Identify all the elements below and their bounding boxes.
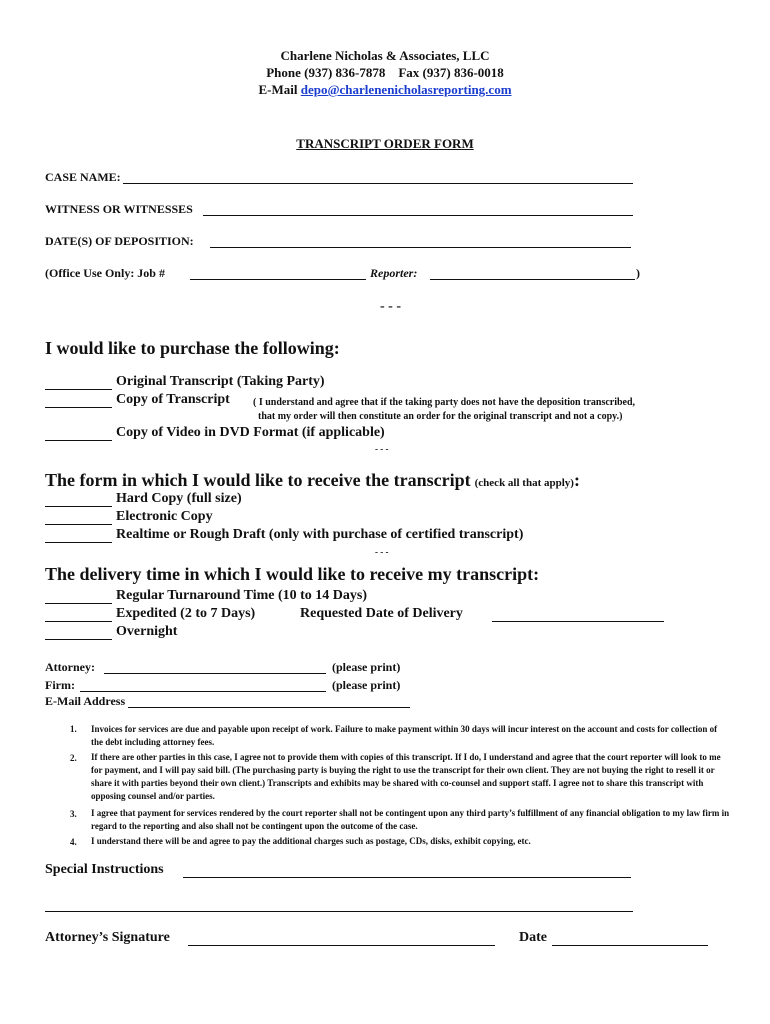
section-divider-mid: - - - (375, 547, 389, 557)
attorney-label: Attorney: (45, 660, 95, 674)
attorney-field[interactable] (104, 673, 326, 674)
expedited-checkbox[interactable] (45, 621, 112, 622)
overnight-checkbox[interactable] (45, 639, 112, 640)
term-text: I understand there will be and agree to pay the additional charges such as postage, CDs, disks, exhibit copying, etc. (91, 836, 531, 846)
delivery-heading: The delivery time in which I would like to receive my transcript: (45, 564, 540, 584)
original-transcript-checkbox[interactable] (45, 389, 112, 390)
firm-please-print: (please print) (332, 678, 401, 692)
requested-date-field[interactable] (492, 621, 664, 622)
overnight-option: Overnight (116, 624, 178, 639)
deposition-dates-label: DATE(S) OF DEPOSITION: (45, 234, 194, 248)
special-instructions-field[interactable] (183, 877, 631, 878)
section-divider: - - - (380, 299, 401, 314)
form-type-note: (check all that apply) (474, 477, 574, 489)
term-number: 1. (70, 724, 77, 734)
electronic-copy-option: Electronic Copy (116, 509, 213, 524)
purchase-heading: I would like to purchase the following: (45, 338, 340, 358)
original-transcript-option: Original Transcript (Taking Party) (116, 374, 325, 389)
requested-date-label: Requested Date of Delivery (300, 606, 463, 621)
hard-copy-option: Hard Copy (full size) (116, 491, 242, 506)
witnesses-field[interactable] (203, 215, 633, 216)
signature-field[interactable] (188, 945, 495, 946)
expedited-option: Expedited (2 to 7 Days) (116, 606, 256, 621)
case-name-label: CASE NAME: (45, 170, 121, 184)
term-text: Invoices for services are due and payable upon receipt of work. Failure to make payment within 30 days will incur interest on the account and costs for collection of the debt including attorney fees. (91, 724, 718, 747)
firm-label: Firm: (45, 678, 75, 692)
dvd-video-option: Copy of Video in DVD Format (if applicable) (116, 425, 385, 440)
copy-transcript-note-2: that my order will then constitute an order for the original transcript and not a copy.) (258, 411, 623, 422)
signature-label: Attorney’s Signature (45, 930, 170, 945)
term-text: I agree that payment for services rendered by the court reporter shall not be contingent upon any third party’s fulfillment of any financial obligation to my law firm in regard to the reporting and also shall not be contingent upon the outcome of the case. (91, 808, 730, 831)
term-number: 2. (70, 753, 77, 763)
regular-turnaround-checkbox[interactable] (45, 603, 112, 604)
job-number-field[interactable] (190, 279, 366, 280)
attorney-please-print: (please print) (332, 660, 401, 674)
phone-fax-line (0, 65, 770, 81)
email-link[interactable]: depo@charlenenicholasreporting.com (300, 82, 512, 97)
electronic-copy-checkbox[interactable] (45, 524, 112, 525)
firm-field[interactable] (80, 691, 326, 692)
form-title: TRANSCRIPT ORDER FORM (296, 136, 474, 151)
office-use-close: ) (636, 266, 640, 280)
realtime-draft-option: Realtime or Rough Draft (only with purchase of certified transcript) (116, 527, 524, 542)
dvd-video-checkbox[interactable] (45, 440, 112, 441)
term-text: If there are other parties in this case, I agree not to provide them with copies of this transcript. If I do, I understand and agree that the court reporter will look to me for payment, and I will pay said bill. (The purchasing party is buying the right to use the transcript for their own client. They are not buying the right to resell it or share it with parties beyond their own client.) Transcripts and exhibits may be shared with co-counsel and support staff. I agree not to share this transcript with opposing counsel and/or parties. (91, 752, 721, 801)
form-type-heading: The form in which I would like to receive the transcript (45, 470, 471, 490)
regular-turnaround-option: Regular Turnaround Time (10 to 14 Days) (116, 588, 368, 603)
company-name: Charlene Nicholas & Associates, LLC (280, 48, 490, 63)
deposition-dates-field[interactable] (210, 247, 631, 248)
term-number: 3. (70, 809, 77, 819)
date-field[interactable] (552, 945, 708, 946)
section-divider-small: - - - (375, 444, 389, 454)
copy-transcript-note-1: ( I understand and agree that if the taking party does not have the deposition transcribed, (253, 397, 636, 408)
witnesses-label: WITNESS OR WITNESSES (45, 202, 193, 216)
special-instructions-field-2[interactable] (45, 911, 633, 912)
reporter-field[interactable] (430, 279, 635, 280)
fax-number: Fax (937) 836-0018 (398, 65, 504, 80)
special-instructions-label: Special Instructions (45, 862, 164, 877)
phone-number: Phone (937) 836-7878 (266, 65, 386, 80)
email-label: E-Mail (258, 82, 298, 97)
office-use-job-label: (Office Use Only: Job # (45, 266, 165, 280)
realtime-draft-checkbox[interactable] (45, 542, 112, 543)
form-type-colon: : (573, 470, 580, 490)
date-label: Date (519, 930, 547, 945)
hard-copy-checkbox[interactable] (45, 506, 112, 507)
case-name-field[interactable] (123, 183, 633, 184)
term-number: 4. (70, 837, 77, 847)
copy-transcript-option: Copy of Transcript (116, 392, 230, 407)
email-address-label: E-Mail Address (45, 694, 126, 708)
reporter-label: Reporter: (370, 266, 418, 280)
email-address-field[interactable] (128, 707, 410, 708)
copy-transcript-checkbox[interactable] (45, 407, 112, 408)
form-type-heading-line (45, 470, 580, 491)
email-line (0, 82, 770, 98)
